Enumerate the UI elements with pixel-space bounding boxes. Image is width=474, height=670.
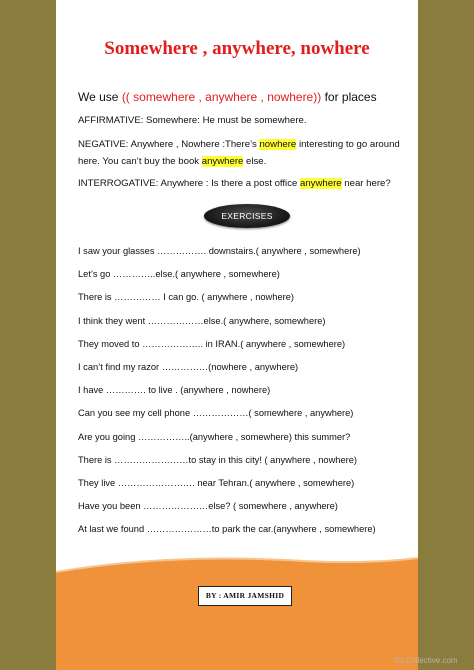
exercise-item: I have …………. to live . (anywhere , nowhere) [78,385,271,396]
intro-suffix: for places [321,90,377,104]
exercise-item: Are you going ……………..(anywhere , somewhere) this summer? [78,431,351,442]
exercise-item: Have you been …………………else? ( somewhere , anywhere) [78,501,338,512]
exercise-item: I can’t find my razor ……………(nowhere , anywhere) [78,361,299,372]
author-credit: BY : AMIR JAMSHID [198,586,292,606]
exercise-item: At last we found …………………to park the car.(anywhere , somewhere) [78,524,376,535]
worksheet-title: Somewhere , anywhere, nowhere [104,38,370,59]
right-border-band [418,0,474,670]
exercise-list [78,244,408,545]
interrogative-highlight-anywhere: anywhere [300,178,342,189]
intro-prefix: We use [78,90,122,104]
exercise-item: Can you see my cell phone ………………( somewhere , anywhere) [78,408,354,419]
negative-text-1: NEGATIVE: Anywhere , Nowhere :There’s [78,139,260,150]
exercise-item: They live ……………………. near Tehran.( anywhere , somewhere) [78,477,355,488]
exercises-badge: EXERCISES [204,204,290,228]
exercise-item: I think they went ………………else.( anywhere, somewhere) [78,315,326,326]
negative-rule [78,136,408,170]
intro-line [78,90,377,104]
interrogative-rule [78,175,408,192]
negative-text-2: interesting to go around here. You can’t buy the book [78,139,400,167]
negative-highlight-nowhere: nowhere [259,139,297,150]
negative-highlight-anywhere: anywhere [201,156,244,167]
left-border-band [0,0,56,670]
exercise-item: They moved to ……………….. in IRAN.( anywhere , somewhere) [78,338,346,349]
orange-wave-footer [56,550,418,670]
negative-text-3: else. [243,156,267,167]
interrogative-text-2: near here? [341,178,391,189]
exercise-item: I saw your glasses ……………. downstairs.( anywhere , somewhere) [78,246,361,256]
exercise-item: There is …………… I can go. ( anywhere , nowhere) [78,292,294,303]
site-watermark: iSLCollective.com [394,656,458,665]
affirmative-rule: AFFIRMATIVE: Somewhere: He must be somewhere. [78,115,307,126]
intro-highlight: (( somewhere , anywhere , nowhere)) [121,90,322,104]
exercise-item: There is ……………………to stay in this city! ( anywhere , nowhere) [78,454,357,465]
exercise-item: Let’s go …………..else.( anywhere , somewhere) [78,269,280,280]
interrogative-text-1: INTERROGATIVE: Anywhere : Is there a post office [78,178,300,189]
